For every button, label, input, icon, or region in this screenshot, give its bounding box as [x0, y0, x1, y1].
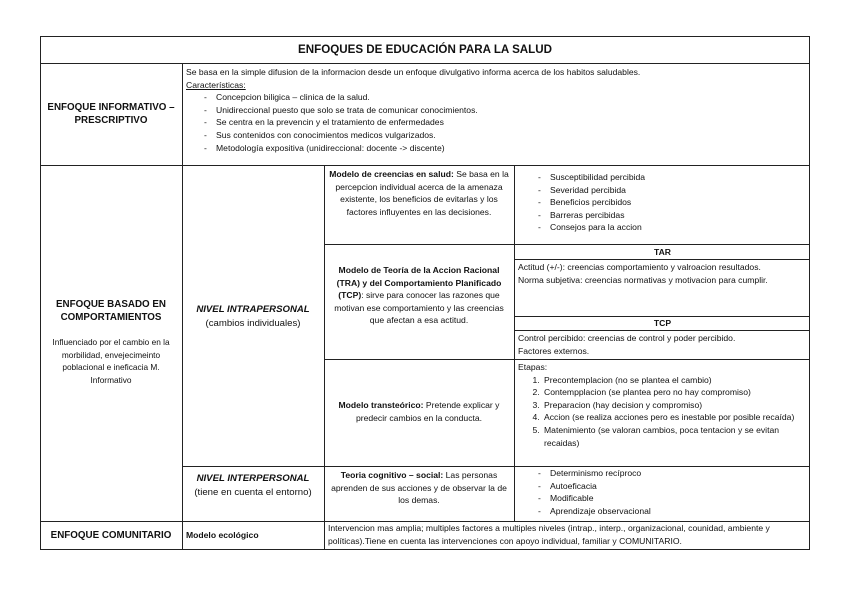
teoria-cognitivo-social: [327, 469, 511, 519]
list-item: - Se centra en la prevencin y el tratamiento de enfermedades: [198, 116, 806, 129]
transteorico-etapas: [518, 361, 808, 465]
nivel-interpersonal: [184, 472, 322, 518]
list-item: - Unidireccional puesto que solo se trata de comunicar conocimientos.: [198, 104, 806, 117]
list-item: - Autoeficacia: [532, 480, 808, 493]
modelo-tra-tcp: [327, 264, 511, 344]
list-item: 2. Contempplacion (se plantea pero no hay compromiso): [542, 386, 808, 399]
caracteristicas-list: [186, 91, 806, 154]
list-item: - Barreras percibidas: [532, 209, 806, 222]
cognitivo-social-list: [518, 467, 808, 517]
list-item: 1. Precontemplacion (no se plantea el cambio): [542, 374, 808, 387]
modelo-tra-tcp-name: Modelo de Teoría de la Accion Racional (TRA) y del Comportamiento Planificado (TCP): [336, 265, 502, 301]
modelo-creencias-name: Modelo de creencias en salud:: [329, 169, 454, 179]
list-item: - Concepcion biligica – clinica de la salud.: [198, 91, 806, 104]
enfoque-comportamientos-label: ENFOQUE BASADO EN COMPORTAMIENTOS: [56, 299, 166, 323]
row-divider: [514, 330, 810, 331]
modelo-transteorico: [327, 399, 511, 429]
creencias-list: [518, 171, 806, 234]
table-title: ENFOQUES DE EDUCACIÓN PARA LA SALUD: [298, 43, 552, 56]
comportamientos-note: Influenciado por el cambio en la morbilidad, envejecimeinto poblacional e ineficacia M. Informativo: [52, 337, 170, 385]
tar-header: TAR: [653, 247, 672, 257]
modelo-transteorico-desc: Pretende explicar y predecir cambios en la conducta.: [355, 400, 500, 423]
row-divider: [40, 165, 810, 166]
list-item: 5. Matenimiento (se valoran cambios, poca tentacion y se evitan recaidas): [542, 424, 808, 449]
informativo-content: [186, 66, 806, 164]
tcp-line: Control percibido: creencias de control y poder percibido.: [518, 333, 736, 343]
modelo-tra-tcp-desc: : sirve para conocer las razones que motivan ese comportamiento y las creencias que afectan a esa actitud.: [334, 290, 504, 326]
tar-line: Norma subjetiva: creencias normativas y motivacion para cumplir.: [518, 274, 768, 285]
column-divider: [324, 165, 325, 550]
list-item: 3. Preparacion (hay decision y compromiso): [542, 399, 808, 412]
list-item: - Consejos para la accion: [532, 221, 806, 234]
nivel-interpersonal-title: NIVEL INTERPERSONAL: [196, 473, 310, 484]
etapas-list: [518, 374, 808, 450]
creencias-factors: [518, 171, 806, 243]
list-item: - Severidad percibida: [532, 184, 806, 197]
teoria-cognitivo-social-name: Teoria cognitivo – social:: [340, 470, 444, 480]
list-item: - Sus contenidos con conocimientos medicos vulgarizados.: [198, 129, 806, 142]
enfoque-comunitario-label: ENFOQUE COMUNITARIO: [50, 530, 172, 541]
tcp-line: Factores externos.: [518, 345, 590, 356]
list-item: 4. Accion (se realiza acciones pero es inestable por posible recaída): [542, 411, 808, 424]
tar-content: [518, 261, 808, 316]
etapas-label: Etapas:: [518, 362, 548, 372]
nivel-interpersonal-subtitle: (tiene en cuenta el entorno): [194, 487, 312, 498]
modelo-creencias-desc: Se basa en la percepcion individual acerca de la amenaza existente, los beneficios de evitarlas y los factores influyentes en las decisiones.: [335, 169, 509, 217]
teoria-cognitivo-social-desc: Las personas aprenden de sus acciones y de observar la de los demas.: [331, 470, 507, 506]
column-divider: [182, 63, 183, 550]
modelo-ecologico: Modelo ecológico: [186, 530, 259, 540]
comunitario-desc: Intervencion mas amplia; multiples factores a multiples niveles (intrap., interp., organizacional, counidad, ambiente y políticas).Tiene en cuenta las intervenciones con apoyo individual, familiar y COMUNITARIO.: [328, 523, 770, 546]
row-divider: [324, 359, 810, 360]
cognitivo-social-factors: [518, 467, 808, 520]
nivel-intrapersonal-title: NIVEL INTRAPERSONAL: [196, 304, 310, 315]
list-item: - Modificable: [532, 492, 808, 505]
list-item: - Beneficios percibidos: [532, 196, 806, 209]
row-divider: [40, 63, 810, 64]
list-item: - Determinismo recíproco: [532, 467, 808, 480]
tar-line: Actitud (+/-): creencias comportamiento y valroacion resultados.: [518, 262, 761, 272]
list-item: - Metodología expositiva (unidireccional: docente -> discente): [198, 142, 806, 155]
tcp-content: [518, 332, 808, 359]
row-divider: [514, 259, 810, 260]
column-divider: [514, 165, 515, 521]
list-item: - Aprendizaje observacional: [532, 505, 808, 518]
enfoque-informativo-label: ENFOQUE INFORMATIVO – PRESCRIPTIVO: [47, 102, 175, 126]
tcp-header: TCP: [653, 318, 672, 328]
nivel-intrapersonal-subtitle: (cambios individuales): [205, 318, 301, 329]
caracteristicas-label: Características:: [186, 79, 246, 90]
nivel-intrapersonal: [184, 303, 322, 335]
modelo-transteorico-name: Modelo transteórico:: [338, 400, 424, 410]
list-item: - Susceptibilidad percibida: [532, 171, 806, 184]
modelo-creencias: [327, 168, 511, 244]
informativo-intro: Se basa en la simple difusion de la informacion desde un enfoque divulgativo informa acerca de los habitos saludables.: [186, 67, 641, 77]
